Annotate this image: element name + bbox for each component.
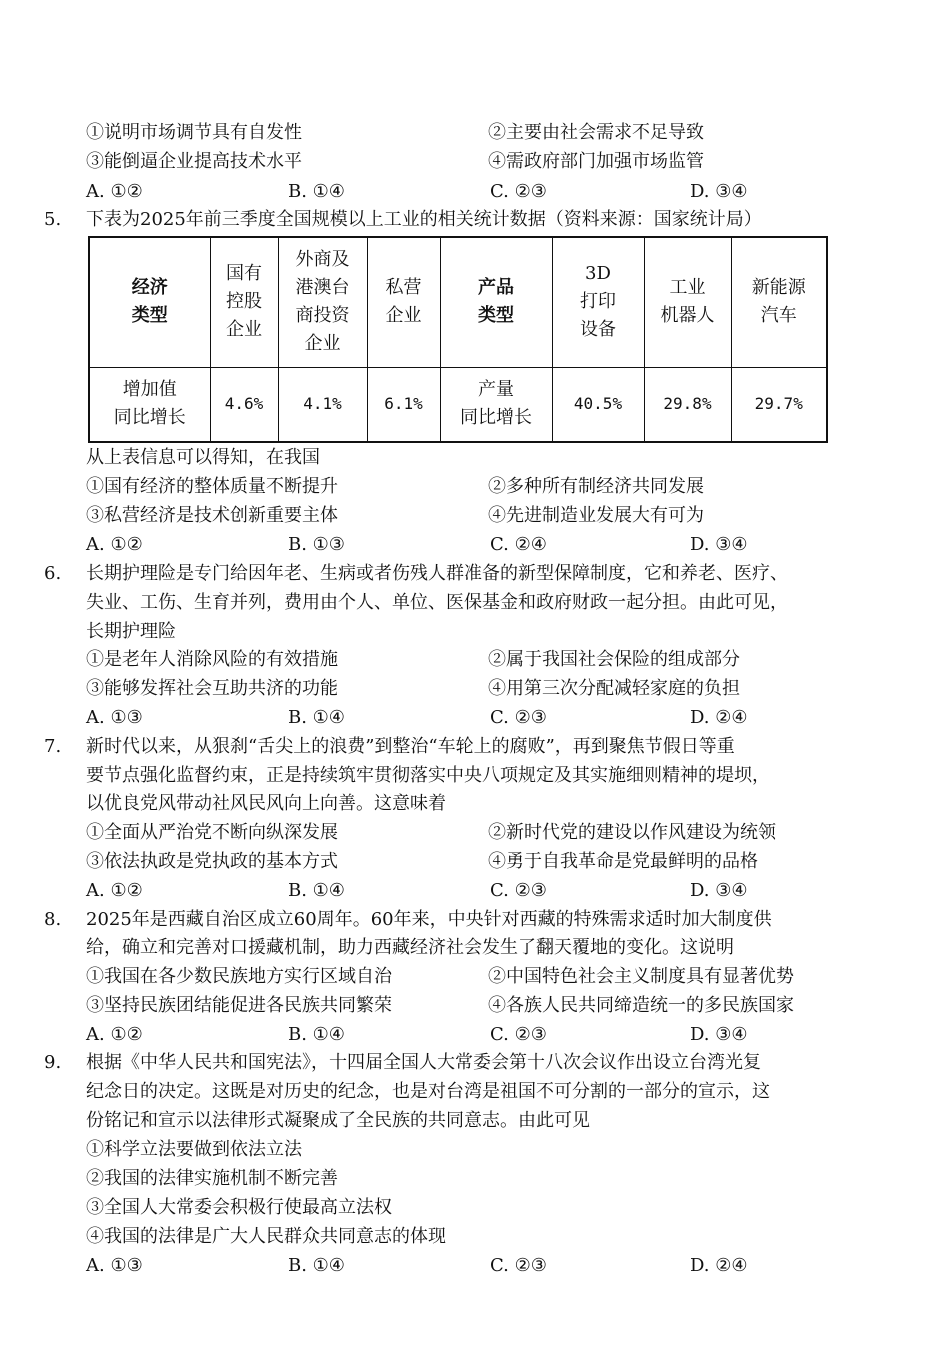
header-economy-type-text: 经济 类型 [131,277,168,327]
row-label-output [440,367,552,442]
q8-choice-a: A. ①② [86,1024,143,1045]
value-foreign: 4.1% [278,367,367,442]
q6-stem-line-3: 长期护理险 [86,621,176,642]
q6-number: 6. [44,563,62,584]
header-new-energy-vehicle [731,237,827,367]
q5-choice-d: D. ③④ [690,534,748,555]
q4-choice-a: A. ①② [86,181,143,202]
header-3d-printing [552,237,644,367]
q9-stem-line-2: 纪念日的决定。这既是对历史的纪念，也是对台湾是祖国不可分割的一部分的宣示，这 [86,1081,770,1102]
q4-option-4: ④需政府部门加强市场监管 [488,151,704,172]
q6-stem-line-2: 失业、工伤、生育并列，费用由个人、单位、医保基金和政府财政一起分担。由此可见， [86,592,788,613]
q9-option-1: ①科学立法要做到依法立法 [86,1139,302,1160]
q4-choice-b: B. ①④ [288,181,345,202]
q7-option-4: ④勇于自我革命是党最鲜明的品格 [488,851,758,872]
q9-option-4: ④我国的法律是广大人民群众共同意志的体现 [86,1226,446,1247]
q8-stem-line-2: 给，确立和完善对口援藏机制，助力西藏经济社会发生了翻天覆地的变化。这说明 [86,937,734,958]
q5-choices [0,533,950,557]
table-header-row [89,237,827,367]
q7-choice-d: D. ③④ [690,880,748,901]
q5-choice-c: C. ②④ [490,534,547,555]
q7-choices [0,879,950,903]
q8-number: 8. [44,909,62,930]
q9-choice-d: D. ②④ [690,1255,748,1276]
q5-option-3: ③私营经济是技术创新重要主体 [86,505,338,526]
q9-stem-line-3: 份铭记和宣示以法律形式凝聚成了全民族的共同意志。由此可见 [86,1110,590,1131]
q8-option-2: ②中国特色社会主义制度具有显著优势 [488,966,794,987]
q8-option-1: ①我国在各少数民族地方实行区域自治 [86,966,392,987]
value-industrial-robot: 29.8% [644,367,731,442]
header-3d-printing-text: 3D 打印 设备 [580,263,616,341]
q4-option-1: ①说明市场调节具有自发性 [86,122,302,143]
q8-option-4: ④各族人民共同缔造统一的多民族国家 [488,995,794,1016]
row-label-output-text: 产量 同比增长 [460,379,532,429]
q7-stem-line-1: 新时代以来，从狠刹“舌尖上的浪费”到整治“车轮上的腐败”，再到聚焦节假日等重 [86,736,735,757]
q7-option-1: ①全面从严治党不断向纵深发展 [86,822,338,843]
q8-choices [0,1023,950,1047]
q7-stem-line-3: 以优良党风带动社风民风向上向善。这意味着 [86,793,446,814]
q7-option-2: ②新时代党的建设以作风建设为统领 [488,822,776,843]
header-state-owned-text: 国有 控股 企业 [226,263,262,341]
q9-choice-b: B. ①④ [288,1255,345,1276]
header-private-text: 私营 企业 [385,277,422,327]
q8-option-3: ③坚持民族团结能促进各民族共同繁荣 [86,995,392,1016]
value-3d-printing: 40.5% [552,367,644,442]
table-data-row [89,367,827,442]
q5-choice-b: B. ①③ [288,534,345,555]
header-private [367,237,440,367]
q7-choice-a: A. ①② [86,880,143,901]
q5-number: 5. [44,209,62,230]
q9-number: 9. [44,1052,62,1073]
header-new-energy-vehicle-text: 新能源 汽车 [751,277,806,327]
q9-option-2: ②我国的法律实施机制不断完善 [86,1168,338,1189]
q9-choice-c: C. ②③ [490,1255,547,1276]
header-product-type-text: 产品 类型 [478,277,514,327]
header-industrial-robot [644,237,731,367]
q6-option-3: ③能够发挥社会互助共济的功能 [86,678,338,699]
q6-option-1: ①是老年人消除风险的有效措施 [86,649,338,670]
q4-option-3: ③能倒逼企业提高技术水平 [86,151,302,172]
q4-choices [0,180,950,204]
q9-stem-line-1: 根据《中华人民共和国宪法》，十四届全国人大常委会第十八次会议作出设立台湾光复 [86,1052,761,1073]
q5-option-2: ②多种所有制经济共同发展 [488,476,704,497]
q5-lead: 从上表信息可以得知，在我国 [86,447,320,468]
q7-choice-c: C. ②③ [490,880,547,901]
q5-option-1: ①国有经济的整体质量不断提升 [86,476,338,497]
q9-choices [0,1254,950,1278]
header-foreign-text: 外商及 港澳台 商投资 企业 [295,249,350,355]
q4-choice-d: D. ③④ [690,181,748,202]
q5-stem: 下表为2025年前三季度全国规模以上工业的相关统计数据（资料来源：国家统计局） [86,209,762,230]
q7-number: 7. [44,736,62,757]
q6-choice-c: C. ②③ [490,707,547,728]
header-foreign [278,237,367,367]
value-private: 6.1% [367,367,440,442]
q5-option-4: ④先进制造业发展大有可为 [488,505,704,526]
q4-choice-c: C. ②③ [490,181,547,202]
q6-choice-b: B. ①④ [288,707,345,728]
header-state-owned [210,237,278,367]
row-label-added-value [89,367,210,442]
q7-choice-b: B. ①④ [288,880,345,901]
q6-stem-line-1: 长期护理险是专门给因年老、生病或者伤残人群准备的新型保障制度，它和养老、医疗、 [86,563,788,584]
header-industrial-robot-text: 工业 机器人 [660,277,715,327]
header-product-type [440,237,552,367]
value-new-energy-vehicle: 29.7% [731,367,827,442]
q4-option-2: ②主要由社会需求不足导致 [488,122,704,143]
q8-choice-d: D. ③④ [690,1024,748,1045]
q5-choice-a: A. ①② [86,534,143,555]
q8-stem-line-1: 2025年是西藏自治区成立60周年。60年来，中央针对西藏的特殊需求适时加大制度供 [86,909,772,930]
industry-stats-table [88,236,828,443]
q6-option-4: ④用第三次分配减轻家庭的负担 [488,678,740,699]
row-label-added-value-text: 增加值 同比增长 [113,379,186,429]
header-economy-type [89,237,210,367]
q6-choice-d: D. ②④ [690,707,748,728]
q9-option-3: ③全国人大常委会积极行使最高立法权 [86,1197,392,1218]
q6-option-2: ②属于我国社会保险的组成部分 [488,649,740,670]
q9-choice-a: A. ①③ [86,1255,143,1276]
q7-stem-line-2: 要节点强化监督约束，正是持续筑牢贯彻落实中央八项规定及其实施细则精神的堤坝， [86,765,770,786]
q6-choices [0,706,950,730]
q8-choice-c: C. ②③ [490,1024,547,1045]
q6-choice-a: A. ①③ [86,707,143,728]
value-state-owned: 4.6% [210,367,278,442]
q7-option-3: ③依法执政是党执政的基本方式 [86,851,338,872]
q8-choice-b: B. ①④ [288,1024,345,1045]
